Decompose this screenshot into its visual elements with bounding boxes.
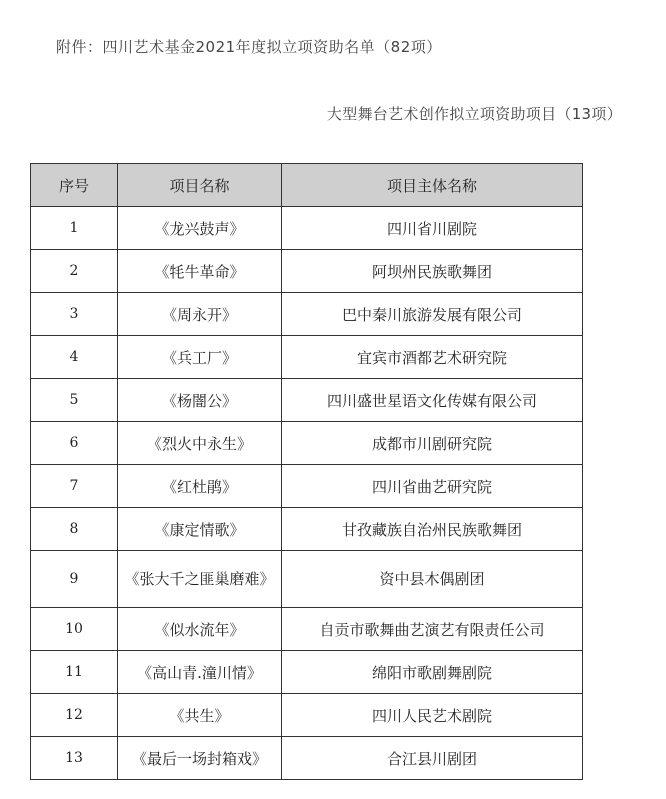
project-name: 《周永开》	[118, 293, 282, 336]
project-name: 《烈火中永生》	[118, 422, 282, 465]
row-number: 12	[31, 694, 118, 737]
table-row	[31, 293, 583, 336]
header-project-name: 项目名称	[118, 164, 282, 207]
entity-name: 四川盛世星语文化传媒有限公司	[282, 379, 583, 422]
table-row	[31, 737, 583, 780]
table-row	[31, 608, 583, 651]
entity-name: 宜宾市酒都艺术研究院	[282, 336, 583, 379]
table-row	[31, 207, 583, 250]
table-header-row	[31, 164, 583, 207]
entity-name: 合江县川剧团	[282, 737, 583, 780]
table-row	[31, 551, 583, 608]
entity-name: 成都市川剧研究院	[282, 422, 583, 465]
project-name: 《似水流年》	[118, 608, 282, 651]
row-number: 5	[31, 379, 118, 422]
row-number: 9	[31, 551, 118, 608]
project-name: 《杨闇公》	[118, 379, 282, 422]
table-row	[31, 508, 583, 551]
table-row	[31, 694, 583, 737]
row-number: 10	[31, 608, 118, 651]
project-name: 《张大千之匪巢磨难》	[118, 551, 282, 608]
table-row	[31, 250, 583, 293]
row-number: 6	[31, 422, 118, 465]
entity-name: 四川省川剧院	[282, 207, 583, 250]
entity-name: 阿坝州民族歌舞团	[282, 250, 583, 293]
table-row	[31, 651, 583, 694]
entity-name: 资中县木偶剧团	[282, 551, 583, 608]
row-number: 7	[31, 465, 118, 508]
entity-name: 四川人民艺术剧院	[282, 694, 583, 737]
project-name: 《最后一场封箱戏》	[118, 737, 282, 780]
entity-name: 甘孜藏族自治州民族歌舞团	[282, 508, 583, 551]
entity-name: 自贡市歌舞曲艺演艺有限责任公司	[282, 608, 583, 651]
project-name: 《康定情歌》	[118, 508, 282, 551]
header-serial-number: 序号	[31, 164, 118, 207]
attachment-title: 附件：四川艺术基金2021年度拟立项资助名单（82项）	[56, 38, 442, 56]
row-number: 3	[31, 293, 118, 336]
row-number: 4	[31, 336, 118, 379]
project-name: 《共生》	[118, 694, 282, 737]
row-number: 2	[31, 250, 118, 293]
table-row	[31, 465, 583, 508]
row-number: 1	[31, 207, 118, 250]
row-number: 8	[31, 508, 118, 551]
table-row	[31, 336, 583, 379]
project-name: 《龙兴鼓声》	[118, 207, 282, 250]
entity-name: 巴中秦川旅游发展有限公司	[282, 293, 583, 336]
project-name: 《高山青.潼川情》	[118, 651, 282, 694]
project-name: 《兵工厂》	[118, 336, 282, 379]
project-name: 《牦牛革命》	[118, 250, 282, 293]
entity-name: 四川省曲艺研究院	[282, 465, 583, 508]
table-row	[31, 422, 583, 465]
funding-table	[30, 163, 583, 780]
entity-name: 绵阳市歌剧舞剧院	[282, 651, 583, 694]
header-entity-name: 项目主体名称	[282, 164, 583, 207]
table-row	[31, 379, 583, 422]
project-name: 《红杜鹃》	[118, 465, 282, 508]
row-number: 11	[31, 651, 118, 694]
row-number: 13	[31, 737, 118, 780]
section-title: 大型舞台艺术创作拟立项资助项目（13项）	[326, 105, 622, 123]
